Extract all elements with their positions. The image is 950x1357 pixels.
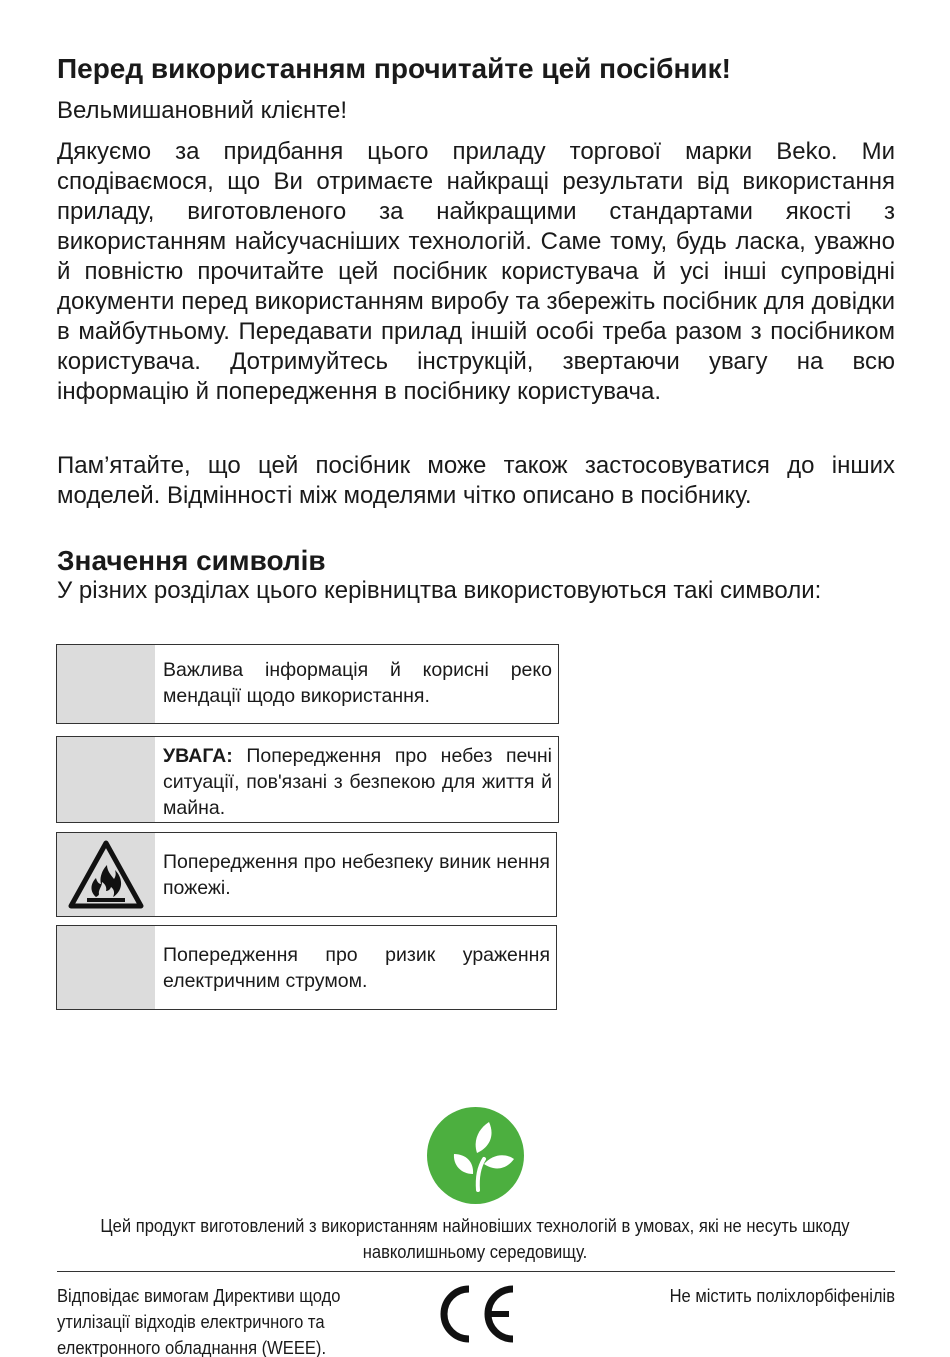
symbols-intro: У різних розділах цього керівництва використовуються такі символи: [57, 577, 822, 604]
pcb-statement: Не містить поліхлорбіфенілів [669, 1286, 895, 1306]
eco-statement: Цей продукт виготовлений з використанням найновіших технологій в умовах, які не несуть шкоду навколишньому середовищу. [100, 1216, 850, 1262]
fire-warning-icon [67, 839, 145, 911]
symbol-warning-text [163, 743, 552, 821]
ce-mark-icon [433, 1283, 519, 1345]
intro-paragraph-2: Пам’ятайте, що цей посібник може також застосовуватися до інших моделей. Відмінності між моделями чітко описано в посібнику. [57, 452, 895, 509]
info-icon-area [57, 645, 155, 723]
electric-icon-area [57, 926, 155, 1009]
symbol-fire-text: Попередження про небезпеку виник нення пожежі. [163, 851, 550, 899]
leaf-icon [427, 1107, 524, 1204]
symbol-box-info [56, 644, 559, 724]
symbol-box-electric [56, 925, 557, 1010]
symbol-box-fire [56, 832, 557, 917]
warning-label: УВАГА: [163, 745, 233, 767]
intro-paragraph-1: Дякуємо за придбання цього приладу торгової марки Beko. Ми сподіваємося, що Ви отримаєте найкращі результати від використання приладу, виготовленого за найкращими стандартами якості з використанням найсучасніших технологій. Саме тому, будь ласка, уважно й повністю прочитайте цей посібник користувача й усі інші супровідні документи перед використанням виробу та збережіть посібник для довідки в майбутньому. Передавати прилад іншій особі треба разом з посібником користувача. Дотримуйтесь інструкцій, звертаючи увагу на всю інформацію й попередження в посібнику користувача. [57, 138, 895, 405]
symbols-title: Значення символів [57, 545, 326, 576]
warning-icon-area [57, 737, 155, 822]
symbol-info-text: Важлива інформація й корисні реко мендації щодо використання. [163, 659, 552, 707]
warning-text: Попередження про небез печні ситуації, пов'язані з безпекою для життя й майна. [163, 745, 552, 819]
symbol-box-warning [56, 736, 559, 823]
fire-icon-area [57, 833, 155, 916]
weee-statement: Відповідає вимогам Директиви щодо утилізації відходів електричного та електронного обладнання (WEEE). [57, 1286, 341, 1357]
footer-divider [57, 1271, 895, 1272]
symbol-electric-text: Попередження про ризик ураження електричним струмом. [163, 944, 550, 992]
page-title: Перед використанням прочитайте цей посібник! [57, 53, 731, 84]
greeting: Вельмишановний клієнте! [57, 97, 348, 124]
